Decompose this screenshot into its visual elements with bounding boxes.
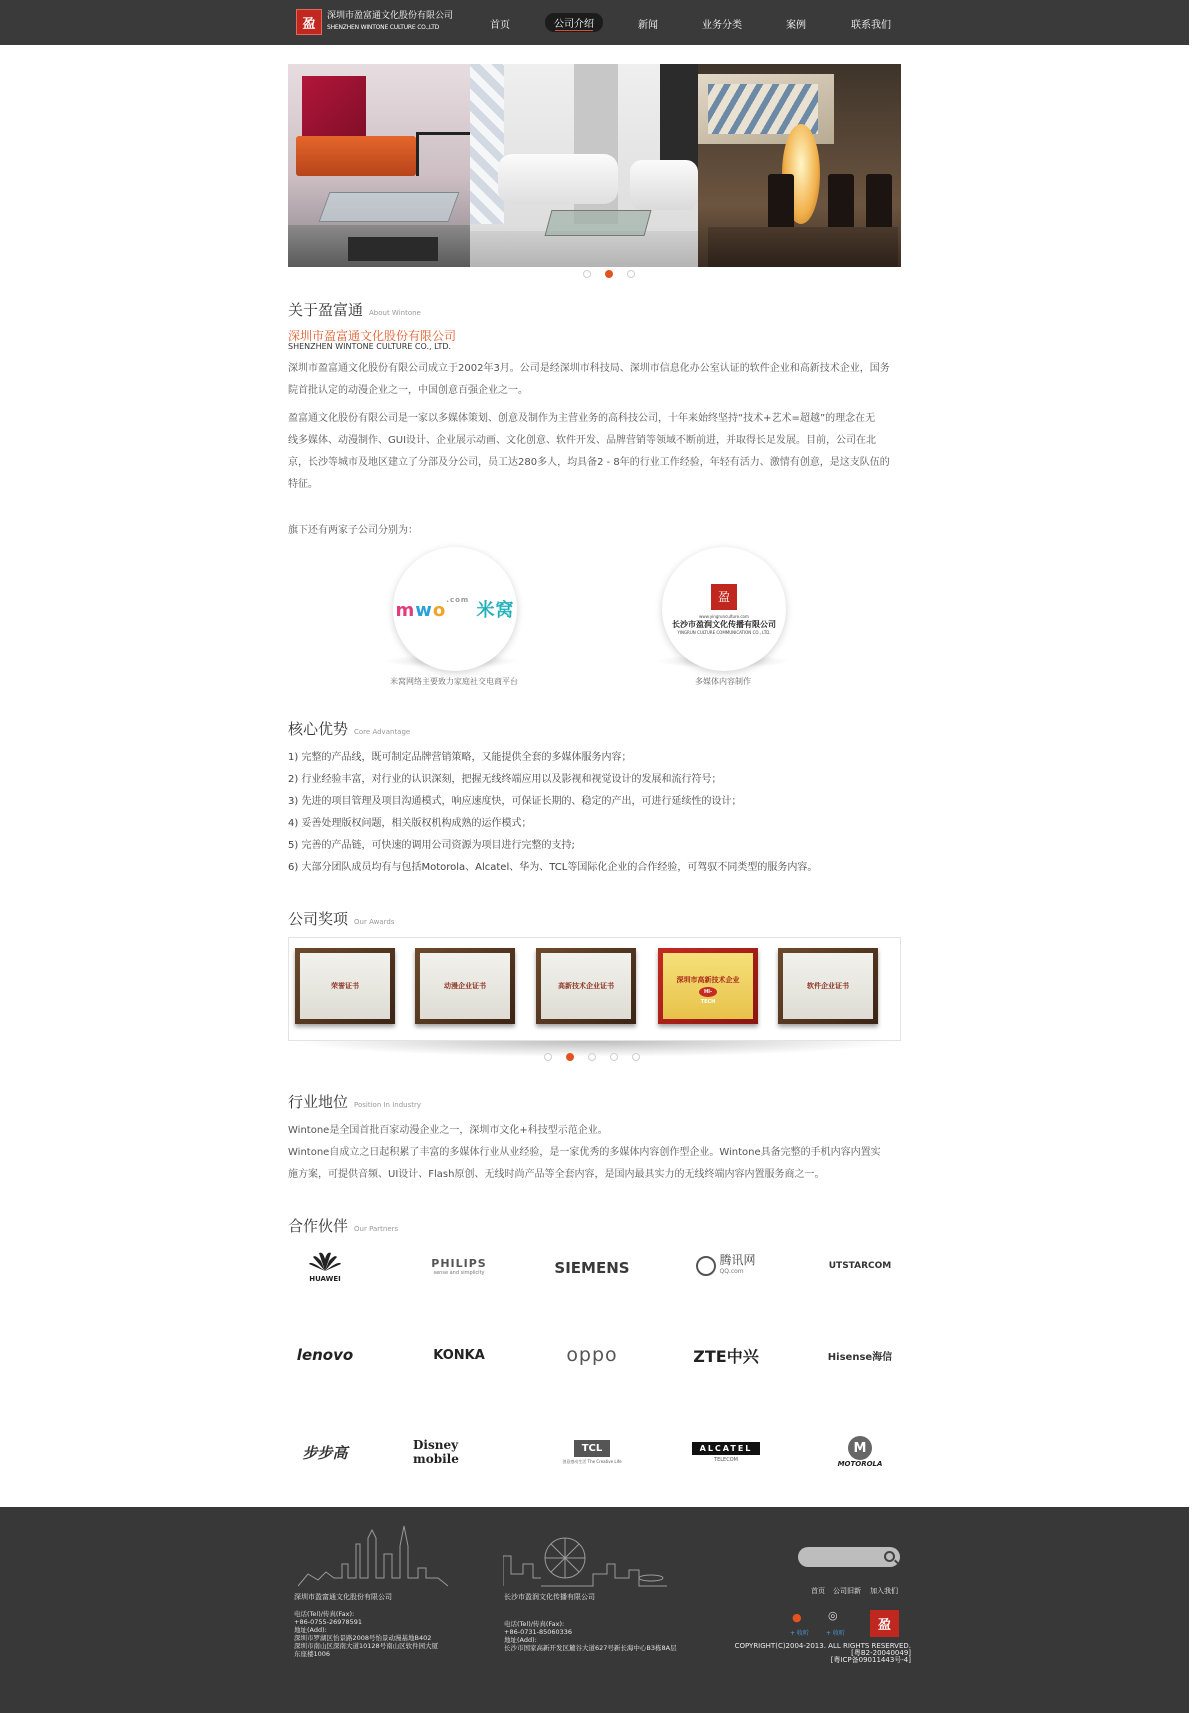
banner-dot-2[interactable] [605, 270, 613, 278]
footer-c1-addr-3: 东座楼1006 [294, 1650, 331, 1658]
partner-motorola-label: MOTOROLA [837, 1460, 883, 1468]
partner-zte[interactable]: ZTE中兴 [693, 1346, 759, 1366]
nav-about[interactable]: 公司介绍 [545, 13, 603, 32]
tencent-weibo-follow-label[interactable]: + 收听 [826, 1630, 845, 1637]
logo-company-en: SHENZHEN WINTONE CULTURE CO.,LTD [327, 24, 440, 31]
yingrun-logo-mark: 盈 [711, 584, 737, 610]
awards-title: 公司奖项 [288, 910, 349, 928]
weibo-follow-label[interactable]: + 收听 [790, 1630, 809, 1637]
yingrun-logo-url: www.yingrunculture.com [699, 613, 749, 619]
core-heading [288, 718, 410, 739]
partner-alcatel[interactable] [686, 1431, 766, 1473]
icp-license-1: [粤B2-20040049] [851, 1649, 911, 1657]
core-item-6: 6) 大部分团队成员均有与包括Motorola、Alcatel、华为、TCL等国际化企业的合作经验，可驾驭不同类型的服务内容。 [288, 862, 818, 873]
about-p1-line1: 深圳市盈富通文化股份有限公司成立于2002年3月。公司是经深圳市科技局、深圳市信息化办公室认证的软件企业和高新技术企业，国务 [288, 363, 890, 374]
core-item-2: 2) 行业经验丰富，对行业的认识深刻，把握无线终端应用以及影视和视觉设计的发展和流行符号； [288, 774, 722, 785]
shenzhen-skyline-icon [298, 1524, 453, 1587]
partners-title-en: Our Partners [354, 1225, 399, 1233]
partner-philips-label: PHILIPS [431, 1256, 487, 1270]
about-company-cn: 深圳市盈富通文化股份有限公司 [288, 329, 457, 343]
core-title: 核心优势 [288, 720, 349, 738]
partner-tencent[interactable] [686, 1245, 766, 1287]
awards-dot-3[interactable] [588, 1053, 596, 1061]
about-heading [288, 299, 421, 320]
footer-c2-addr: 长沙市国家高新开发区麓谷大道627号新长海中心B3栋8A层 [504, 1644, 677, 1652]
about-title: 关于盈富通 [288, 301, 364, 319]
footer-link-join[interactable]: 加入我们 [870, 1587, 898, 1595]
motorola-logo-icon: M [848, 1436, 872, 1460]
partners-heading [288, 1215, 398, 1236]
footer-c2-tel-label: 电话(Tel)/传真(Fax): [504, 1620, 565, 1628]
footer-c1-addr-label: 地址(Add): [294, 1626, 327, 1634]
awards-dot-2[interactable] [566, 1053, 574, 1061]
subsidiary-caption-yingrun: 多媒体内容制作 [695, 677, 751, 686]
icp-license-2: [粤ICP备09011443号-4] [830, 1656, 911, 1664]
footer-c2-addr-label: 地址(Add): [504, 1636, 537, 1644]
award-certificate-4[interactable] [658, 948, 758, 1024]
partner-siemens[interactable]: SIEMENS [554, 1259, 630, 1277]
partner-tcl[interactable] [552, 1431, 632, 1473]
hero-banner[interactable] [288, 64, 901, 267]
award-certificate-1[interactable] [295, 948, 395, 1024]
about-paragraph-2 [288, 408, 901, 496]
about-paragraph-1 [288, 358, 901, 402]
awards-title-en: Our Awards [354, 918, 395, 926]
awards-dot-1[interactable] [544, 1053, 552, 1061]
miwo-logo-sup: .com [446, 596, 470, 604]
award-1-text: 荣誉证书 [300, 953, 390, 1019]
subsidiary-caption-miwo: 米窝网络主要致力家庭社交电商平台 [390, 677, 518, 686]
core-title-en: Core Advantage [354, 728, 411, 736]
partner-huawei[interactable] [285, 1245, 365, 1287]
industry-title: 行业地位 [288, 1093, 349, 1111]
footer-copyright [735, 1643, 911, 1664]
banner-photo-dining [698, 64, 901, 267]
core-item-4: 4) 妥善处理版权问题，相关版权机构成熟的运作模式； [288, 818, 532, 829]
copyright-text: COPYRIGHT(C)2004-2013. ALL RIGHTS RESERVED. [734, 1642, 911, 1650]
industry-text [288, 1120, 901, 1186]
logo-company-cn: 深圳市盈富通文化股份有限公司 [327, 11, 454, 21]
awards-dot-5[interactable] [632, 1053, 640, 1061]
awards-dot-4[interactable] [610, 1053, 618, 1061]
nav-cases[interactable]: 案例 [786, 20, 806, 31]
about-p2-line4: 特征。 [288, 479, 318, 490]
subsidiaries-intro: 旗下还有两家子公司分别为： [288, 525, 418, 536]
award-certificate-2[interactable] [415, 948, 515, 1024]
banner-dot-3[interactable] [627, 270, 635, 278]
footer-company-2: 长沙市盈润文化传播有限公司 [504, 1593, 595, 1601]
partner-tencent-sub: QQ.com [719, 1268, 744, 1275]
awards-pagination [544, 1053, 640, 1061]
core-item-3: 3) 先进的项目管理及项目沟通模式，响应速度快，可保证长期的、稳定的产出，可进行延续性的设计； [288, 796, 742, 807]
page-gutter [1189, 0, 1200, 1713]
partner-bbk[interactable]: 步步高 [302, 1443, 348, 1462]
about-title-en: About Wintone [369, 309, 421, 317]
partner-utstarcom[interactable]: UTSTARCOM [828, 1261, 892, 1271]
subsidiary-logo-miwo[interactable]: mwo$^{.com}$ 米窝 [393, 547, 517, 671]
awards-heading [288, 908, 394, 929]
footer-link-home[interactable]: 首页 [811, 1587, 825, 1595]
industry-line-1: Wintone是全国首批百家动漫企业之一，深圳市文化+科技型示范企业。 [288, 1125, 608, 1136]
banner-dot-1[interactable] [583, 270, 591, 278]
partner-alcatel-sub: TELECOM [714, 1456, 738, 1463]
main-nav [0, 16, 1189, 36]
nav-contact[interactable]: 联系我们 [851, 20, 891, 31]
footer-c1-tel-label: 电话(Tel)/传真(Fax): [294, 1610, 355, 1618]
core-list [288, 747, 928, 879]
banner-photo-lounge [288, 64, 470, 267]
award-4-text: 深圳市高新技术企业 [676, 975, 740, 984]
huawei-logo-icon [305, 1249, 345, 1275]
partner-tcl-tagline: 创意感动生活 The Creative Life [562, 1458, 622, 1464]
award-4-badge: HI-TECH [700, 988, 716, 1005]
about-p2-line1: 盈富通文化股份有限公司是一家以多媒体策划、创意及制作为主营业务的高科技公司，十年来始终坚持“技术+艺术=超越”的理念在无 [288, 413, 876, 424]
partner-oppo[interactable]: oppo [566, 1344, 618, 1366]
yingrun-logo-cn: 长沙市盈润文化传播有限公司 [672, 619, 776, 629]
award-certificate-3[interactable] [536, 948, 636, 1024]
award-5-text: 软件企业证书 [783, 953, 873, 1019]
partner-lenovo[interactable]: lenovo [296, 1346, 354, 1364]
award-certificate-5[interactable] [778, 948, 878, 1024]
industry-line-2: Wintone自成立之日起积累了丰富的多媒体行业从业经验，是一家优秀的多媒体内容创作型企业。Wintone具备完整的手机内容内置实 [288, 1147, 881, 1158]
partner-disney-mobile[interactable]: Disney mobile [413, 1438, 459, 1466]
subsidiary-logo-yingrun[interactable] [662, 547, 786, 671]
partner-huawei-label: HUAWEI [309, 1275, 341, 1283]
partner-philips-tagline: sense and simplicity [433, 1269, 485, 1276]
footer-company-2-info [504, 1620, 704, 1652]
nav-news[interactable]: 新闻 [638, 20, 658, 31]
footer-c2-tel: +86-0731-85060336 [504, 1628, 573, 1636]
partner-konka[interactable]: KONKA [433, 1347, 485, 1363]
footer-link-news[interactable]: 公司旧新 [833, 1587, 861, 1595]
changsha-skyline-icon [503, 1534, 668, 1587]
tencent-weibo-icon[interactable]: ◎ [828, 1609, 838, 1622]
tencent-logo-icon [696, 1256, 716, 1276]
banner-pagination [583, 270, 635, 278]
partner-alcatel-label: ALCATEL [692, 1442, 761, 1455]
nav-business[interactable]: 业务分类 [702, 20, 742, 31]
partner-hisense[interactable]: Hisense海信 [827, 1351, 893, 1363]
core-item-1: 1) 完整的产品线，既可制定品牌营销策略，又能提供全套的多媒体服务内容； [288, 752, 632, 763]
logo-mark: 盈 [296, 9, 322, 35]
banner-photo-sofa [470, 64, 698, 267]
industry-title-en: Position In Industry [354, 1101, 422, 1109]
about-p2-line3: 京，长沙等城市及地区建立了分部及分公司，员工达280多人，均具备2 - 8年的行业工作经验，年轻有活力、激情有创意，是这支队伍的 [288, 457, 890, 468]
weibo-icon[interactable]: ● [792, 1611, 802, 1624]
partners-title: 合作伙伴 [288, 1217, 349, 1235]
partner-tcl-label: TCL [574, 1440, 611, 1457]
about-company-en: SHENZHEN WINTONE CULTURE CO., LTD. [288, 342, 452, 351]
award-2-text: 动漫企业证书 [420, 953, 510, 1019]
footer-c1-addr-2: 深圳市南山区深南大道10128号南山区软件园大厦 [294, 1642, 439, 1650]
partner-philips[interactable] [419, 1245, 499, 1287]
footer-c1-addr-1: 深圳市罗湖区怡景路2008号怡景动漫基地B402 [294, 1634, 432, 1642]
partner-motorola[interactable] [820, 1431, 900, 1473]
footer-company-1: 深圳市盈富通文化股份有限公司 [294, 1593, 392, 1601]
industry-heading [288, 1091, 421, 1112]
award-3-text: 高新技术企业证书 [541, 953, 631, 1019]
about-p2-line2: 线多媒体、动漫制作、GUI设计、企业展示动画、文化创意、软件开发、品牌营销等领域不断前进，并取得长足发展。目前，公司在北 [288, 435, 877, 446]
top-navbar [0, 0, 1189, 45]
nav-home[interactable]: 首页 [490, 20, 510, 31]
about-p1-line2: 院首批认定的动漫企业之一，中国创意百强企业之一。 [288, 385, 528, 396]
awards-carousel[interactable] [288, 937, 901, 1041]
partner-tencent-label: 腾讯网 [719, 1253, 756, 1267]
core-item-5: 5) 完善的产品链，可快速的调用公司资源为项目进行完整的支持; [288, 840, 575, 851]
footer-company-1-info [294, 1610, 474, 1658]
footer-c1-tel: +86-0755-26978591 [294, 1618, 363, 1626]
yingrun-logo-en: YINGRUN CULTURE COMMUNICATION CO., LTD. [677, 629, 771, 635]
footer-logo: 盈 [870, 1610, 899, 1637]
search-icon[interactable] [884, 1551, 895, 1562]
industry-line-3: 施方案，可提供音频、UI设计、Flash原创、无线时尚产品等全套内容，是国内最具实力的无线终端内容内置服务商之一。 [288, 1169, 825, 1180]
